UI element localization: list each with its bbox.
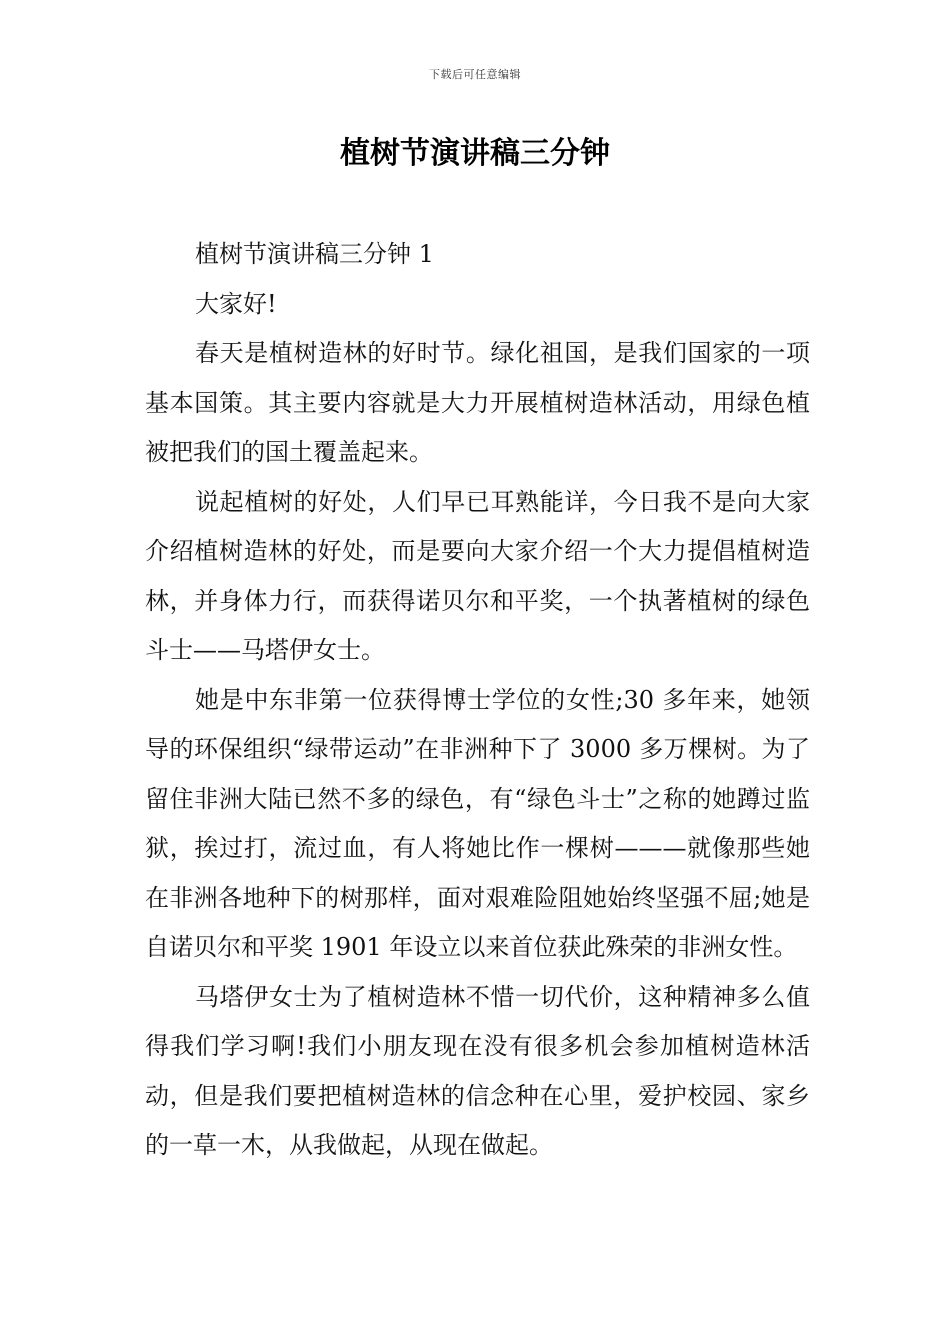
greeting-paragraph: 大家好! xyxy=(195,289,277,318)
body-paragraph: 她是中东非第一位获得博士学位的女性;30 多年来，她领导的环保组织“绿带运动”在非洲种下了 3000 多万棵树。为了留住非洲大陆已然不多的绿色，有“绿色斗士”之称的她蹲过监狱，挨过打，流过血，有人将她比作一棵树———就像那些她在非洲各地种下的树那样，面对艰难险阻她始终坚强不屈;她是自诺贝尔和平奖 1901 年设立以来首位获此殊荣的非洲女性。 xyxy=(145,685,810,961)
document-body xyxy=(145,230,810,1171)
document-title: 植树节演讲稿三分钟 xyxy=(340,136,610,171)
subtitle-paragraph: 植树节演讲稿三分钟 1 xyxy=(195,240,434,268)
header-note: 下载后可任意编辑 xyxy=(429,68,521,81)
body-paragraph: 春天是植树造林的好时节。绿化祖国，是我们国家的一项基本国策。其主要内容就是大力开展植树造林活动，用绿色植被把我们的国土覆盖起来。 xyxy=(145,339,810,466)
body-paragraph: 马塔伊女士为了植树造林不惜一切代价，这种精神多么值得我们学习啊!我们小朋友现在没有很多机会参加植树造林活动，但是我们要把植树造林的信念种在心里，爱护校园、家乡的一草一木，从我做起，从现在做起。 xyxy=(145,982,810,1159)
body-paragraph: 说起植树的好处，人们早已耳熟能详，今日我不是向大家介绍植树造林的好处，而是要向大家介绍一个大力提倡植树造林，并身体力行，而获得诺贝尔和平奖，一个执著植树的绿色斗士——马塔伊女士。 xyxy=(145,487,810,664)
